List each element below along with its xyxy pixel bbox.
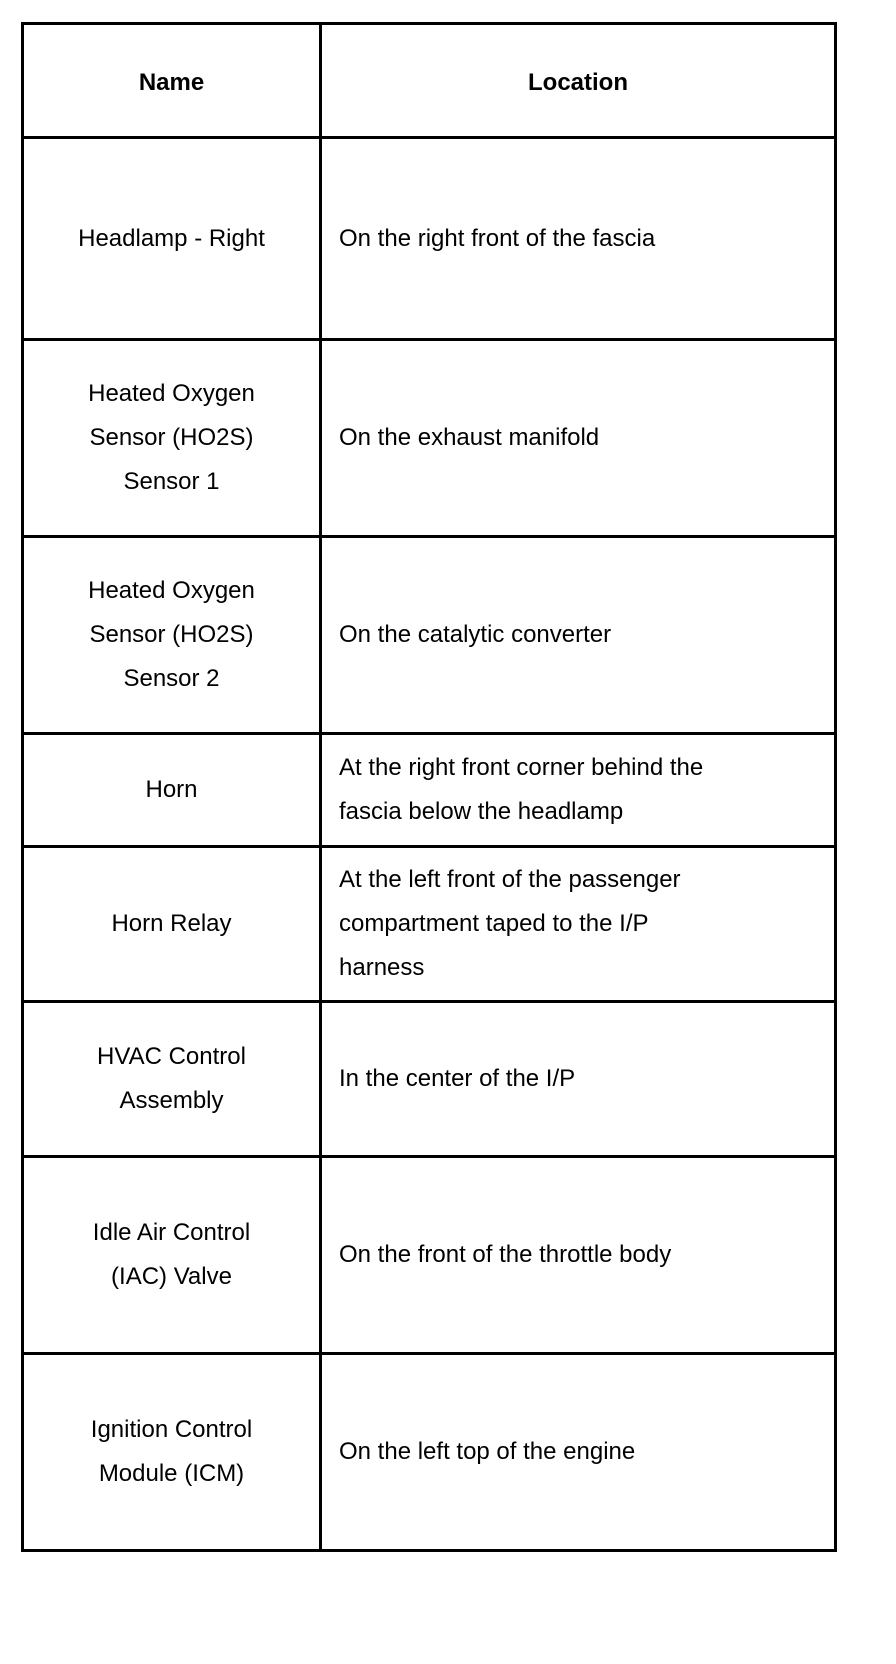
component-name: Horn Relay: [111, 910, 232, 937]
table-row: [23, 1002, 836, 1157]
component-name-cell: [23, 734, 321, 847]
table-row: [23, 340, 836, 537]
component-location-cell: [321, 1002, 836, 1157]
component-name: Idle Air Control (IAC) Valve: [92, 1219, 251, 1290]
component-location-cell: [321, 847, 836, 1002]
component-location: In the center of the I/P: [339, 1065, 576, 1092]
component-name-cell: [23, 847, 321, 1002]
component-location: On the front of the throttle body: [339, 1241, 672, 1268]
component-location: On the catalytic converter: [339, 621, 612, 648]
component-location-cell: [321, 340, 836, 537]
component-location: At the right front corner behind the fascia below the headlamp: [339, 754, 704, 825]
component-location: On the right front of the fascia: [339, 224, 656, 252]
component-location-cell: [321, 734, 836, 847]
table-row: [23, 847, 836, 1002]
component-name-cell: [23, 340, 321, 537]
table-row: [23, 537, 836, 734]
component-name: HVAC Control Assembly: [97, 1043, 246, 1114]
table-row: [23, 138, 836, 340]
name-column-header: Name: [23, 24, 321, 138]
component-name-cell: [23, 138, 321, 340]
table-row: [23, 1354, 836, 1551]
component-name-cell: [23, 1157, 321, 1354]
component-location-cell: [321, 537, 836, 734]
table-row: [23, 734, 836, 847]
component-locator-table: [21, 22, 837, 1552]
component-name-cell: [23, 1354, 321, 1551]
component-name-cell: [23, 1002, 321, 1157]
component-name: Heated Oxygen Sensor (HO2S) Sensor 1: [88, 380, 255, 495]
component-location: On the left top of the engine: [339, 1438, 636, 1465]
location-column-header: Location: [321, 24, 836, 138]
component-location: At the left front of the passenger compartment taped to the I/P harness: [339, 866, 681, 981]
component-name: Horn: [145, 776, 198, 803]
component-location-cell: [321, 138, 836, 340]
component-name: Heated Oxygen Sensor (HO2S) Sensor 2: [88, 577, 255, 692]
component-location-cell: [321, 1354, 836, 1551]
component-name: Headlamp - Right: [78, 224, 265, 252]
component-name: Ignition Control Module (ICM): [90, 1416, 253, 1487]
component-location-cell: [321, 1157, 836, 1354]
component-location: On the exhaust manifold: [339, 424, 600, 451]
table-row: [23, 1157, 836, 1354]
component-name-cell: [23, 537, 321, 734]
header-row: [23, 24, 836, 138]
